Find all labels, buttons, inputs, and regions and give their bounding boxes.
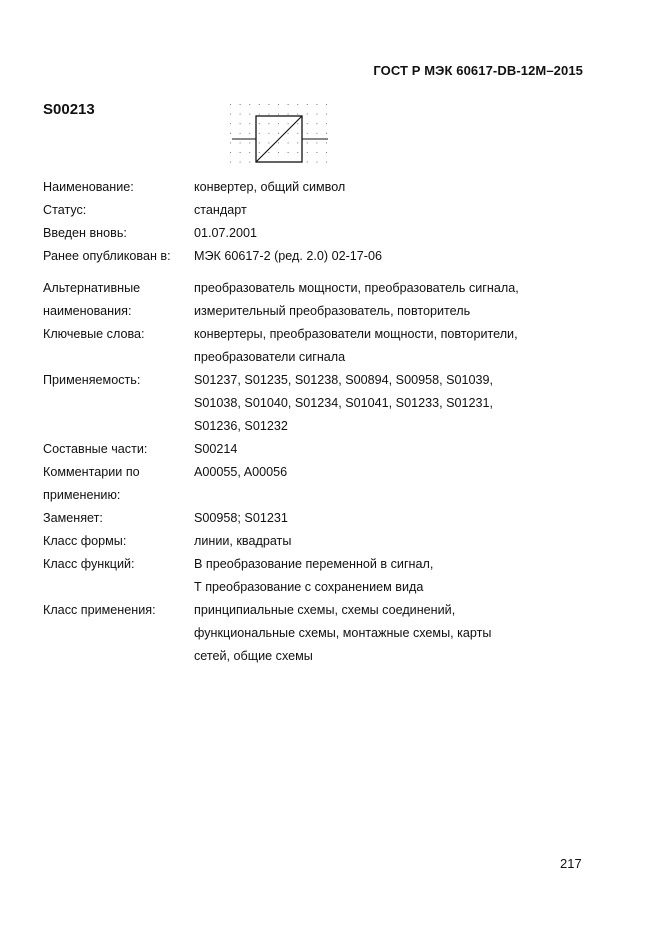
field-label-line: Заменяет: [43,511,103,525]
field-row [43,555,563,601]
field-value [194,509,563,532]
field-value-line: сетей, общие схемы [194,649,313,663]
field-value [194,463,563,509]
field-value-line: A00055, A00056 [194,465,288,479]
field-row [43,279,563,325]
field-row [43,371,563,440]
field-label-line: Класс применения: [43,603,156,617]
attribute-table [43,178,563,670]
field-label [43,532,194,555]
field-value-line: стандарт [194,203,247,217]
field-value-line: S00958; S01231 [194,511,288,525]
field-value-line: S01237, S01235, S01238, S00894, S00958, S01039, [194,373,494,387]
field-value-line: преобразователь мощности, преобразователь сигнала, [194,281,519,295]
field-label [43,178,194,201]
field-label-line: Альтернативные [43,281,141,295]
field-value-line: 01.07.2001 [194,226,258,240]
field-value-line: конвертер, общий символ [194,180,346,194]
converter-symbol-icon [226,100,336,170]
page-number: 217 [560,856,582,871]
field-value-line: измерительный преобразователь, повторитель [194,304,471,318]
standard-header: ГОСТ Р МЭК 60617-DB-12M–2015 [373,63,583,78]
field-label-line: Класс функций: [43,557,135,571]
field-value-line: конвертеры, преобразователи мощности, повторители, [194,327,518,341]
field-label [43,601,194,670]
field-row [43,247,563,270]
field-value-line: преобразователи сигнала [194,350,346,364]
field-row [43,201,563,224]
field-label [43,224,194,247]
field-label-line: Введен вновь: [43,226,127,240]
field-row [43,509,563,532]
field-row [43,601,563,670]
field-value [194,224,563,247]
symbol-code: S00213 [43,101,95,118]
field-value-line: Т преобразование с сохранением вида [194,580,424,594]
field-label-line: Комментарии по [43,465,140,479]
field-row [43,463,563,509]
field-value [194,601,563,670]
field-value [194,440,563,463]
field-value [194,555,563,601]
field-label-line: Класс формы: [43,534,127,548]
field-label-line: применению: [43,488,121,502]
field-label [43,201,194,224]
field-label-line: Применяемость: [43,373,141,387]
field-label [43,440,194,463]
field-value [194,371,563,440]
field-value-line: линии, квадраты [194,534,292,548]
field-label-line: наименования: [43,304,132,318]
field-row [43,224,563,247]
field-row [43,178,563,201]
field-value-line: функциональные схемы, монтажные схемы, карты [194,626,492,640]
field-label [43,555,194,601]
field-value-line: S01236, S01232 [194,419,288,433]
field-value-line: принципиальные схемы, схемы соединений, [194,603,456,617]
field-value [194,279,563,325]
field-row [43,440,563,463]
field-value-line: МЭК 60617-2 (ред. 2.0) 02-17-06 [194,249,382,263]
field-value-line: S01038, S01040, S01234, S01041, S01233, S01231, [194,396,494,410]
field-value [194,201,563,224]
field-label-line: Наименование: [43,180,134,194]
field-label-line: Составные части: [43,442,148,456]
field-value [194,178,563,201]
field-label [43,509,194,532]
field-value-line: S00214 [194,442,238,456]
field-label [43,247,194,270]
field-label-line: Ранее опубликован в: [43,249,171,263]
field-value [194,247,563,270]
field-row [43,532,563,555]
field-value [194,325,563,371]
field-label [43,371,194,440]
field-label [43,279,194,325]
field-label-line: Статус: [43,203,87,217]
field-label-line: Ключевые слова: [43,327,145,341]
field-label [43,463,194,509]
field-value-line: В преобразование переменной в сигнал, [194,557,434,571]
field-label [43,325,194,371]
field-row [43,325,563,371]
field-value [194,532,563,555]
